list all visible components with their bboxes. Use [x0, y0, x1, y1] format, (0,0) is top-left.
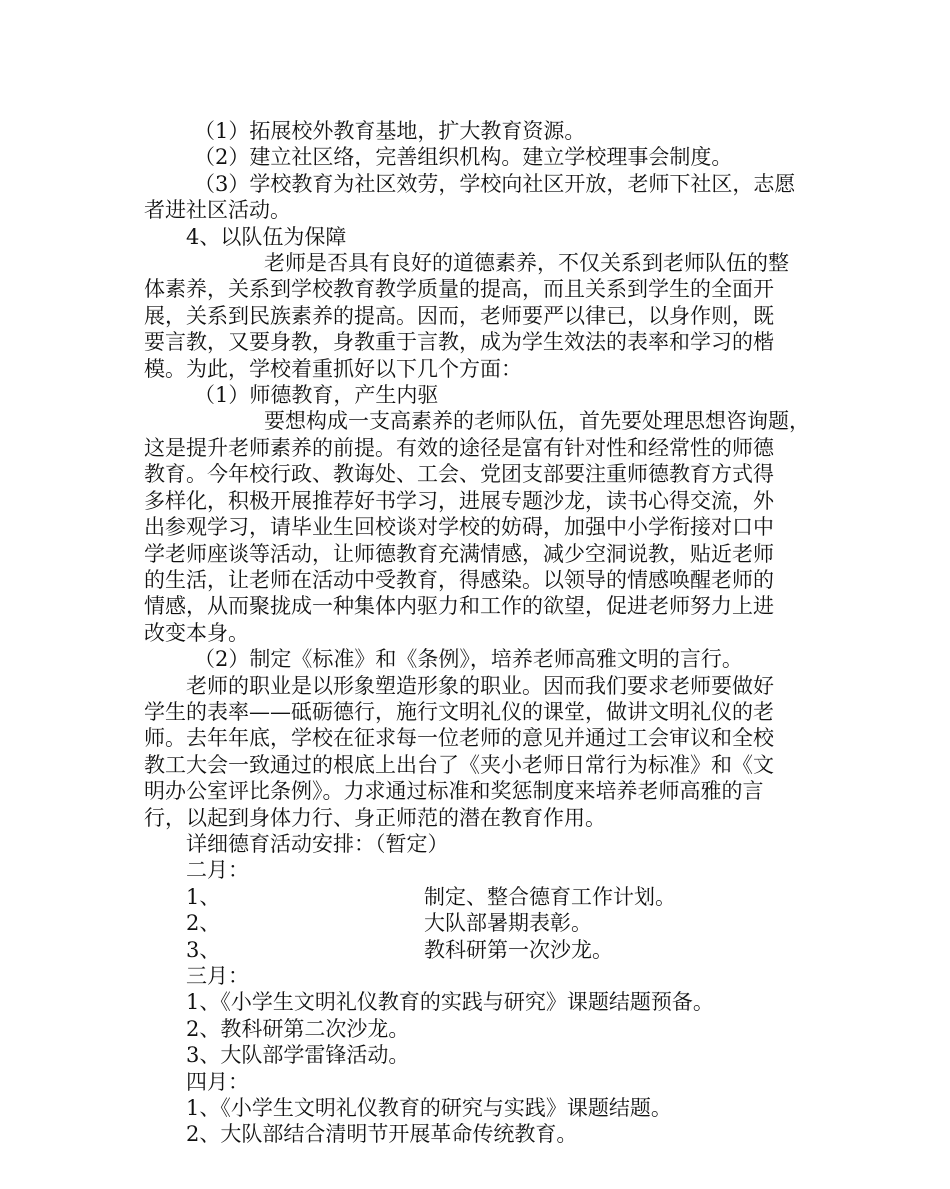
schedule-item-number: 2、 — [186, 911, 221, 936]
paragraph-line: 学生的表率——砥砺德行，施行文明礼仪的课堂，做讲文明礼仪的老 — [144, 699, 774, 724]
paragraph-line: 展，关系到民族素养的提高。因而，老师要严以律已，以身作则，既 — [144, 303, 774, 328]
schedule-item — [144, 937, 828, 963]
paragraph-line: 老师的职业是以形象塑造形象的职业。因而我们要求老师要做好 — [186, 673, 774, 698]
schedule-item — [144, 910, 828, 936]
paragraph-line: 体素养，关系到学校教育教学质量的提高，而且关系到学生的全面开 — [144, 277, 774, 302]
document-body — [144, 118, 828, 1148]
schedule-line: 2、大队部结合清明节开展革命传统教育。 — [186, 1122, 578, 1147]
schedule-item-number: 1、 — [186, 884, 221, 909]
paragraph-line: 老师是否具有良好的道德素养，不仅关系到老师队伍的整 — [264, 251, 789, 276]
paragraph-line: 多样化，积极开展推荐好书学习，进展专题沙龙，读书心得交流，外 — [144, 488, 774, 513]
paragraph-line: 行，以起到身体力行、身正师范的潜在教育作用。 — [144, 805, 606, 830]
schedule-line: 3、大队部学雷锋活动。 — [186, 1043, 410, 1068]
schedule-line: 1、《小学生文明礼仪教育的实践与研究》课题结题预备。 — [186, 990, 714, 1015]
paragraph-line: 要言教，又要身教，身教重于言教，成为学生效法的表率和学习的楷 — [144, 330, 774, 355]
schedule-item-text: 大队部暑期表彰。 — [424, 911, 592, 936]
schedule-item-text: 教科研第一次沙龙。 — [424, 937, 613, 962]
paragraph-line: 者进社区活动。 — [144, 198, 291, 223]
paragraph-line: 改变本身。 — [144, 620, 249, 645]
schedule-heading: 详细德育活动安排：（暂定） — [186, 831, 449, 856]
paragraph-line: 的生活，让老师在活动中受教育，得感染。以领导的情感唤醒老师的 — [144, 567, 774, 592]
paragraph-line: 教育。今年校行政、教诲处、工会、党团支部要注重师德教育方式得 — [144, 462, 774, 487]
month-label-apr: 四月： — [186, 1069, 249, 1094]
paragraph-line: （1）拓展校外教育基地，扩大教育资源。 — [194, 119, 586, 143]
subsection-heading: （2）制定《标准》和《条例》，培养老师高雅文明的言行。 — [194, 647, 743, 672]
paragraph-line: （2）建立社区络，完善组织机构。建立学校理事会制度。 — [194, 145, 733, 170]
paragraph-line: 师。去年年底，学校在征求每一位老师的意见并通过工会审议和全校 — [144, 726, 774, 751]
paragraph-line: （3）学校教育为社区效劳，学校向社区开放，老师下社区，志愿 — [194, 171, 796, 196]
subsection-heading: （1）师德教育，产生内驱 — [194, 383, 439, 408]
schedule-item-text: 制定、整合德育工作计划。 — [424, 884, 676, 909]
paragraph-line: 模。为此，学校着重抓好以下几个方面： — [144, 356, 522, 381]
schedule-item-number: 3、 — [186, 937, 221, 962]
paragraph-line: 明办公室评比条例》。力求通过标准和奖惩制度来培养老师高雅的言 — [144, 779, 764, 804]
paragraph-line: 要想构成一支高素养的老师队伍，首先要处理思想咨询题， — [264, 409, 810, 434]
paragraph-line: 情感，从而聚拢成一种集体内驱力和工作的欲望，促进老师努力上进 — [144, 594, 774, 619]
paragraph-line: 出参观学习，请毕业生回校谈对学校的妨碍，加强中小学衔接对口中 — [144, 515, 774, 540]
month-label-feb: 二月： — [186, 858, 249, 883]
section-heading: 4、以队伍为保障 — [186, 224, 347, 249]
schedule-line: 2、教科研第二次沙龙。 — [186, 1016, 410, 1041]
paragraph-line: 这是提升老师素养的前提。有效的途径是富有针对性和经常性的师德 — [144, 435, 774, 460]
paragraph-line: 教工大会一致通过的根底上出台了《夹小老师日常行为标准》和《文 — [144, 752, 774, 777]
month-label-mar: 三月： — [186, 964, 249, 988]
schedule-line: 1、《小学生文明礼仪教育的研究与实践》课题结题。 — [186, 1096, 672, 1121]
paragraph-line: 学老师座谈等活动，让师德教育充满情感，减少空洞说教，贴近老师 — [144, 541, 774, 566]
schedule-item — [144, 884, 828, 910]
